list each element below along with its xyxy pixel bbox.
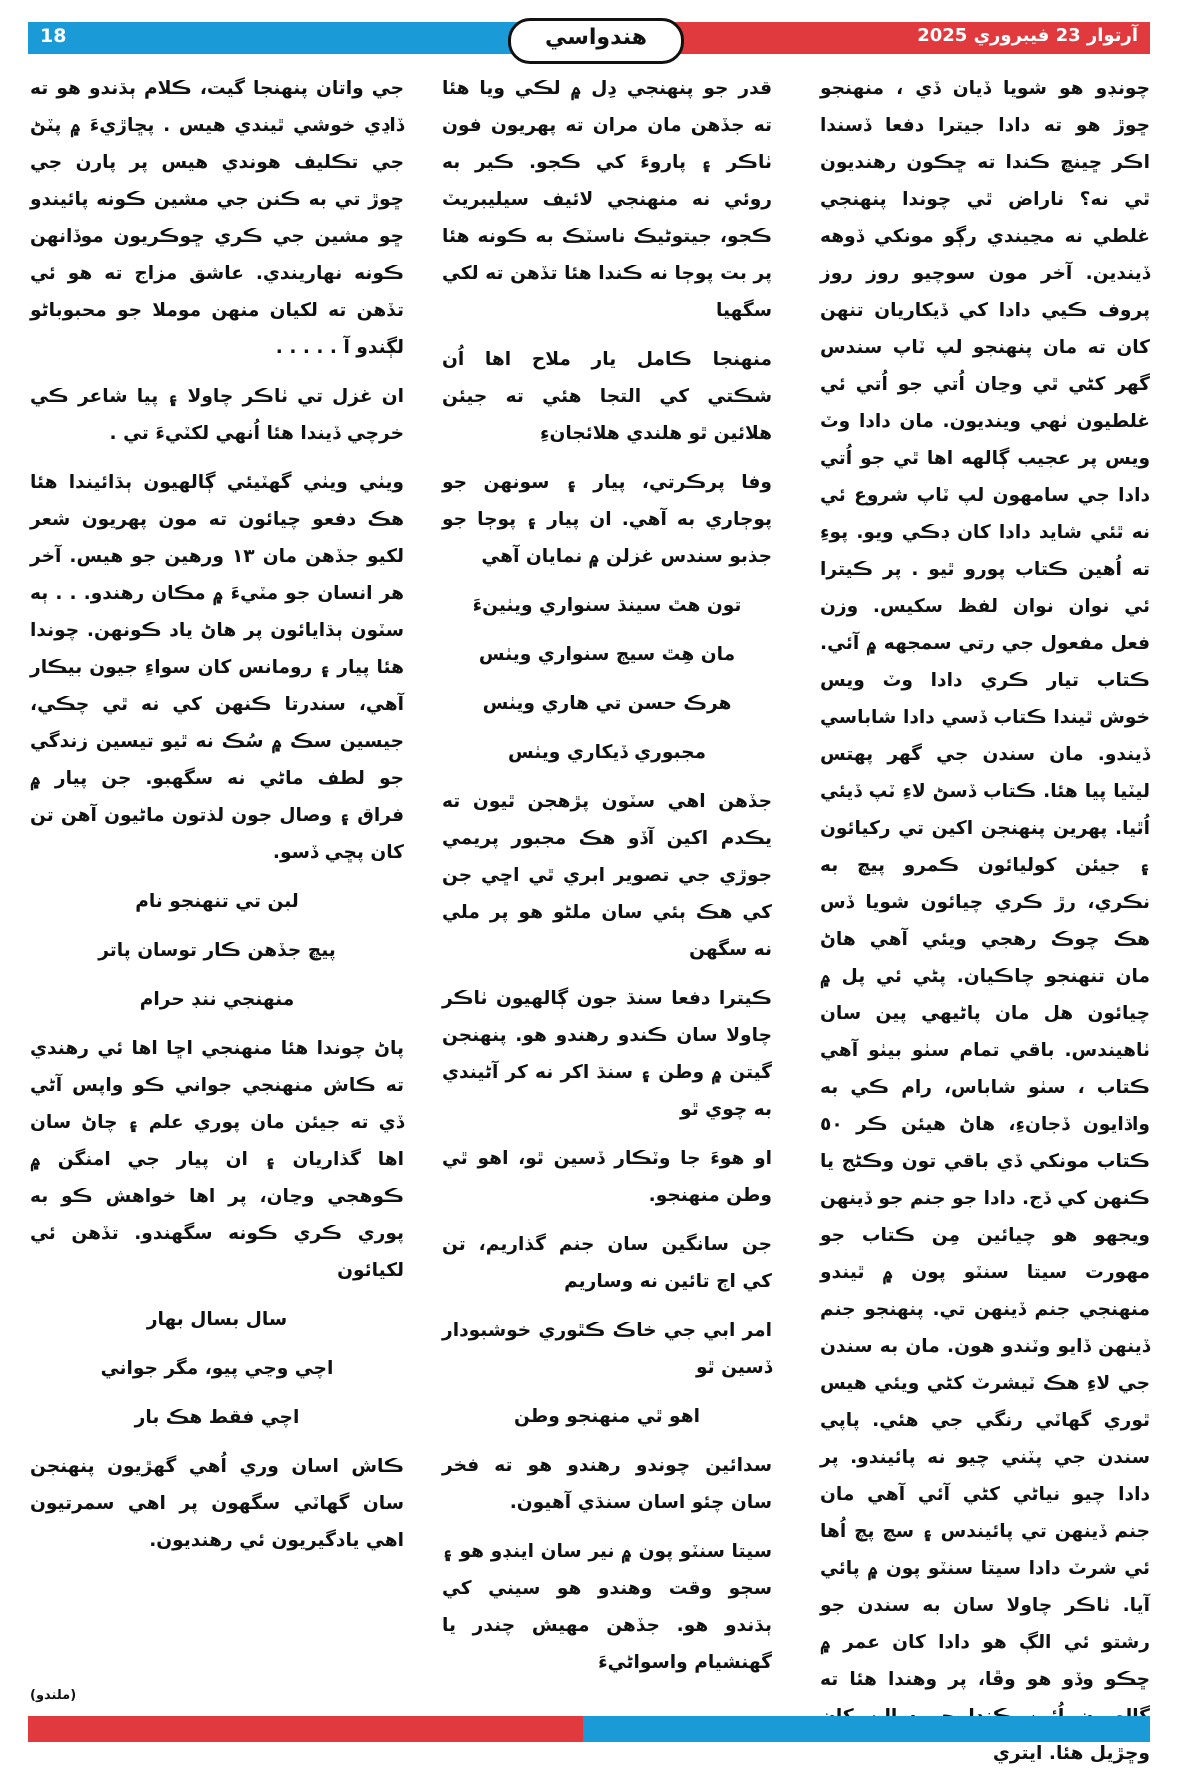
paragraph: وفا پرڪرتي، پيار ۽ سونهن جو پوڄاري به آهي. ان پيار ۽ پوڄا جو جذبو سندس غزلن ۾ نمايان آهي bbox=[442, 472, 772, 567]
paragraph: جڏهن اهي سٽون پڙهجن ٿيون ته يڪدم اکين آڏو هڪ مجبور پريمي جوڙي جي تصوير ابري ٿي اڇي جن کي هڪ ٻئي سان ملڻو هو پر ملي نه سگهن bbox=[442, 791, 772, 960]
continued-note: (ملندو) bbox=[30, 1688, 77, 1703]
verse-line: مجبوري ڏيکاري ويٺس bbox=[507, 742, 707, 763]
verse-line: منهنجي ننڊ حرام bbox=[139, 989, 295, 1010]
paragraph: قدر جو پنهنجي دِل ۾ لڪي ويا هئا ته جڏهن مان مران ته پهريون فون ٺاڪر ۽ پاروءَ کي ڪجو. ڪير به روئي نه منهنجي لائيف سيليبريٽ ڪجو، جيتوڻيڪ ناسٽڪ به ڪونه هئا پر بت پوڄا نه ڪندا هئا تڏهن ته لکي سگهيا bbox=[442, 78, 772, 321]
column-left bbox=[30, 70, 404, 1710]
paragraph: پاڻ چوندا هئا منهنجي اڇا اها ئي رهندي ته ڪاش منهنجي جواني ڪو واپس آڻي ڏي ته جيئن مان پوري علم ۽ چاڻ سان اها گذاريان ۽ ان پيار جي امنگن ۾ ڪوهجي وڃان، پر اها خواهش ڪو به پوري ڪري ڪونه سگهندو. تڏهن ئي لکيائون bbox=[30, 1038, 404, 1281]
newspaper-masthead: هندواسي bbox=[508, 18, 684, 64]
paragraph: سيتا سنٽو پون ۾ نير سان اينڊو هو ۽ سڄو وقت وهندو هو سيني کي ٻڌندو هو. جڏهن مهيش چندر يا گهنشيام واسواڻيءَ bbox=[442, 1541, 772, 1673]
paragraph: ڪيترا دفعا سنڌ جون ڳالهيون ٺاڪر چاولا سان ڪندو رهندو هو. پنهنجن گيتن ۾ وطن ۽ سنڌ اکر نه کر آڻيندي به چوي ٿو bbox=[442, 988, 772, 1120]
page-footer bbox=[28, 1716, 1150, 1742]
verse-line: سال بسال بهار bbox=[146, 1309, 288, 1330]
paragraph: سدائين چوندو رهندو هو ته فخر سان چئو اسان سنڌي آهيون. bbox=[442, 1455, 772, 1513]
verse-line: اهو ٿي منهنجو وطن bbox=[514, 1406, 700, 1427]
footer-bar-right bbox=[583, 1716, 1150, 1742]
paragraph: ويٺي ويٺي گهٽيئي ڳالهيون ٻڌائيندا هئا هڪ دفعو چيائون ته مون پهريون شعر لکيو جڏهن مان ١٣ ورهين جو هيس. آخر هر انسان جو مٽيءَ ۾ مڪان رهندو. . . ٻه سٽون ٻڌايائون پر هاڻ ياد ڪونهن. چوندا هئا پيار ۽ رومانس کان سواءِ جيون بيڪار آهي، سندرتا ڪنهن کي نه ٿي چڪي، جيسين سڪ ۾ سُڪ نه ٿيو تيسين زندگي جو لطف ماڻي نه سگهبو. جن پيار ۾ فراق ۽ وصال جون لذتون ماڻيون آهن تن کان پڇي ڏسو. bbox=[30, 472, 404, 863]
footer-bar-left bbox=[28, 1716, 583, 1742]
paragraph: جي واتان پنهنجا گيت، ڪلام ٻڌندو هو ته ڏاڍي خوشي ٿيندي هيس . پڇاڙيءَ ۾ پٽڻ جي تڪليف هوندي هيس پر پارن جي ڇوڙ تي به ڪنن جي مشين ڪونه پائيندو ڇو مشين جي ڪري ڇوڪريون موڏانهن ڪونه نهاريندي. عاشق مزاج ته هو ئي تڏهن ته لکيان منهن موملا جو محبوباڻو لڳندو آ . . . . . bbox=[30, 78, 404, 358]
verse-line: لبن تي تنهنجو نام bbox=[135, 891, 299, 912]
verse-line: پيڇ جڏهن ڪار توسان پاتر bbox=[98, 940, 336, 961]
verse-line: هرڪ حسن تي هاري ويٺس bbox=[482, 693, 732, 714]
paragraph: جن سانگين سان جنم گذاريم، تن کي اڄ تائين نه وساريم bbox=[442, 1234, 772, 1292]
header-bar-left bbox=[28, 22, 589, 54]
verse-line: مان هِٿ سيڄ سنواري ويٺس bbox=[478, 644, 736, 665]
paragraph: او هوءَ جا وٽڪار ڏسين ٿو، اهو ٿي وطن منهنجو. bbox=[442, 1148, 772, 1206]
paragraph: ڪاش اسان وري اُهي گهڙيون پنهنجن سان گهاٽي سگهون پر اهي سمرتيون اهي يادگيريون ئي رهنديون. bbox=[30, 1456, 404, 1551]
page-header bbox=[28, 22, 1150, 54]
paragraph: چونڊو هو شويا ڏيان ڏي ، منهنجو ڇوڙ هو ته دادا جيترا دفعا ڏسندا اڪر ڇينڇ ڪندا ته ڇڪون رهنديون ٿي نه؟ ناراض ٿي چوندا پنهنجي غلطي نه مڃيندي رڳو مونکي ڏوهه ڏيندين. آخر مون سوچيو روز روز پروف ڪيي دادا کي ڏيکاريان تنهن کان ته مان پنهنجو لپ ٽاپ سندس گهر کڻي ٿي وڃان اُتي جو اُتي ئي غلطيون ٺهي وينديون. مان دادا وٽ ويس پر عجيب ڳالهه اها ٿي جو اُتي دادا جي سامهون لپ ٽاپ شروع ئي نه ٿئي شايد دادا کان ڊڪي ويو. پوءِ ته اُهين ڪتاب پورو ٿيو . پر ڪيترا ئي نوان نوان لفظ سکيس. وزن فعل مفعول جي رتي سمجهه ۾ آئي. ڪتاب تيار ڪري دادا وٽ ويس خوش ٿيندا ڪتاب ڏسي دادا شاباسي ڏيندو. مان سندن جي گهر پهتس ليٽيا پيا هئا. ڪتاب ڏسڻ لاءِ ٽپ ڏيئي اُٿيا. پهرين پنهنجن اکين تي رکيائون ۽ جيئن کوليائون ڪمرو پيچ به نڪري، رڙ ڪري چيائون شويا ڏس هڪ چوڪ رهجي ويئي آهي هاڻ مان تنهنجو چاڪيان. پڻي ئي پل ۾ چيائون هل مان پاڻيهي پين سان ٺاهيندس. باقي تمام سٺو بيٺو آهي ڪتاب ، سٺو شاباس، رام ڪي به واڌايون ڏجانءِ، هاڻ هيئن ڪر ٥٠ ڪتاب مونکي ڏي باقي تون وڪڻج يا ڪنهن کي ڏج. دادا جو جنم جو ڏينهن ويجهو هو چيائين مِن ڪتاب جو مهورت سيتا سنٽو پون ۾ ٿيندو منهنجي جنم ڏينهن تي. پنهنجو جنم ڏينهن ڏايو وٽندو هون. مان به سندن جي لاءِ هڪ ٽيشرٽ کڻي ويئي هيس ٿوري گهاٽي رنگي جي هئي. پاپي سندن جي پٽني چيو نه پائيندو. پر دادا چيو نياڻي کڻي آئي آهي مان جنم ڏينهن تي پائيندس ۽ سچ پچ اُها ئي شرٽ دادا سيتا سنٽو پون ۾ پائي آيا. ٺاڪر چاولا سان به سندن جو رشتو ئي الڳ هو دادا کان عمر ۾ ڇڪو وڏو هو وڦا، پر وهندا هئا ته وڇڙيل هئا. ايتري bbox=[820, 78, 1150, 1764]
paragraph: ان غزل تي ٺاڪر چاولا ۽ پيا شاعر ڪي خرچي ڏيندا هئا اُنهي لکٽيءَ تي . bbox=[30, 386, 404, 444]
paragraph: امر ابي جي خاڪ ڪٿوري خوشبودار ڏسين ٿو bbox=[442, 1320, 772, 1378]
article-body bbox=[30, 70, 1150, 1764]
paragraph: منهنجا ڪامل يار ملاح اها اُن شڪتي کي التجا هئي ته جيئن هلائين ٿو هلندي هلائجانءِ bbox=[442, 349, 772, 444]
verse-line: تون هٿ سينڌ سنواري ويٺينءَ bbox=[472, 595, 742, 616]
verse-line: اچي وڃي پيو، مگر جواني bbox=[100, 1358, 334, 1379]
page-number: 18 bbox=[40, 25, 67, 47]
verse-line: اچي فقط هڪ بار bbox=[134, 1407, 300, 1428]
issue-date: آرتوار 23 فيبروري 2025 bbox=[917, 25, 1138, 46]
column-right bbox=[820, 70, 1150, 1764]
column-middle bbox=[442, 70, 772, 1710]
